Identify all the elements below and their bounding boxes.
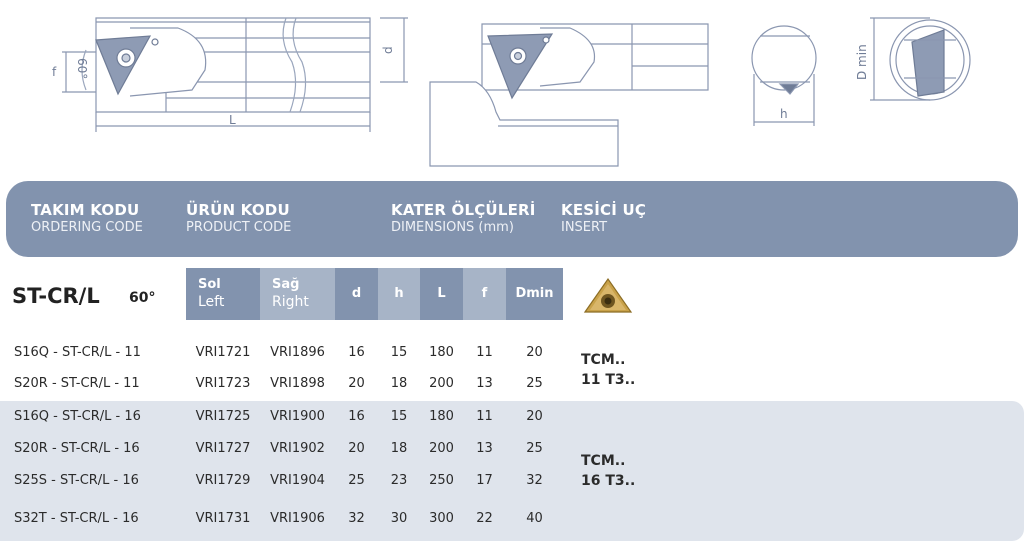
cell-ordering-code: S32T - ST-CR/L - 16 — [14, 511, 139, 526]
cell-dmin: 25 — [526, 376, 543, 391]
cell-d: 20 — [348, 441, 365, 456]
col-header-f: f — [463, 268, 506, 320]
col-header-dmin: Dmin — [506, 268, 563, 320]
technical-drawings — [0, 0, 1024, 175]
cell-left: VRI1725 — [195, 409, 251, 424]
cell-L: 300 — [429, 511, 454, 526]
header-insert: KESİCİ UÇ INSERT — [561, 201, 647, 235]
table-row — [0, 409, 1024, 429]
header-product-code: ÜRÜN KODU PRODUCT CODE — [186, 201, 292, 235]
label-L: L — [229, 113, 236, 127]
label-d: d — [381, 46, 395, 54]
cell-L: 200 — [429, 441, 454, 456]
table-row — [0, 441, 1024, 461]
cell-f: 11 — [476, 409, 493, 424]
cell-right: VRI1896 — [270, 345, 325, 360]
cell-L: 200 — [429, 376, 454, 391]
cell-dmin: 32 — [526, 473, 543, 488]
cell-f: 13 — [476, 441, 493, 456]
col-header-right: Sağ Right — [260, 268, 335, 320]
col-header-L: L — [420, 268, 463, 320]
cell-d: 16 — [348, 345, 365, 360]
cell-left: VRI1721 — [195, 345, 251, 360]
cell-right: VRI1900 — [270, 409, 325, 424]
insert-label-11: TCM.. 11 T3.. — [581, 352, 636, 388]
cell-d: 20 — [348, 376, 365, 391]
label-angle: 60° — [75, 58, 89, 80]
cell-ordering-code: S20R - ST-CR/L - 16 — [14, 441, 140, 456]
label-h: h — [780, 107, 788, 121]
label-f: f — [52, 65, 57, 79]
cell-right: VRI1898 — [270, 376, 325, 391]
cell-d: 25 — [348, 473, 365, 488]
cell-L: 180 — [429, 345, 454, 360]
cell-d: 32 — [348, 511, 365, 526]
table-row — [0, 511, 1024, 531]
cell-ordering-code: S16Q - ST-CR/L - 11 — [14, 345, 141, 360]
label-dmin: D min — [855, 44, 869, 80]
cell-f: 11 — [476, 345, 493, 360]
header-ordering-code: TAKIM KODU ORDERING CODE — [31, 201, 143, 235]
cell-f: 22 — [476, 511, 493, 526]
cell-h: 15 — [390, 409, 408, 424]
table-row — [0, 473, 1024, 493]
table-row — [0, 345, 1024, 365]
boring-bar-in-bore-view — [430, 24, 708, 166]
col-header-left: Sol Left — [186, 268, 260, 320]
cell-dmin: 25 — [526, 441, 543, 456]
cell-h: 18 — [390, 376, 408, 391]
cell-right: VRI1906 — [270, 511, 325, 526]
insert-triangle-icon — [582, 276, 634, 316]
product-angle: 60° — [129, 290, 156, 306]
cell-dmin: 20 — [526, 345, 543, 360]
cell-dmin: 20 — [526, 409, 543, 424]
cell-ordering-code: S16Q - ST-CR/L - 16 — [14, 409, 141, 424]
cell-right: VRI1902 — [270, 441, 325, 456]
cell-left: VRI1731 — [195, 511, 251, 526]
cell-f: 13 — [476, 376, 493, 391]
cell-L: 250 — [429, 473, 454, 488]
cell-ordering-code: S25S - ST-CR/L - 16 — [14, 473, 139, 488]
cell-d: 16 — [348, 409, 365, 424]
cell-right: VRI1904 — [270, 473, 325, 488]
cell-L: 180 — [429, 409, 454, 424]
cell-h: 15 — [390, 345, 408, 360]
end-view-dmin — [870, 18, 970, 100]
cell-left: VRI1729 — [195, 473, 251, 488]
cell-left: VRI1727 — [195, 441, 251, 456]
header-dimensions: KATER ÖLÇÜLERİ DIMENSIONS (mm) — [391, 201, 536, 235]
table-row — [0, 376, 1024, 396]
cell-dmin: 40 — [526, 511, 543, 526]
cell-left: VRI1723 — [195, 376, 251, 391]
cell-ordering-code: S20R - ST-CR/L - 11 — [14, 376, 140, 391]
col-header-h: h — [378, 268, 420, 320]
cell-h: 30 — [390, 511, 408, 526]
product-title: ST-CR/L — [12, 284, 100, 308]
table-header-band — [6, 181, 1018, 257]
col-header-d: d — [335, 268, 378, 320]
cell-h: 18 — [390, 441, 408, 456]
cell-f: 17 — [476, 473, 493, 488]
cell-h: 23 — [390, 473, 408, 488]
insert-label-16: TCM.. 16 T3.. — [581, 453, 636, 489]
